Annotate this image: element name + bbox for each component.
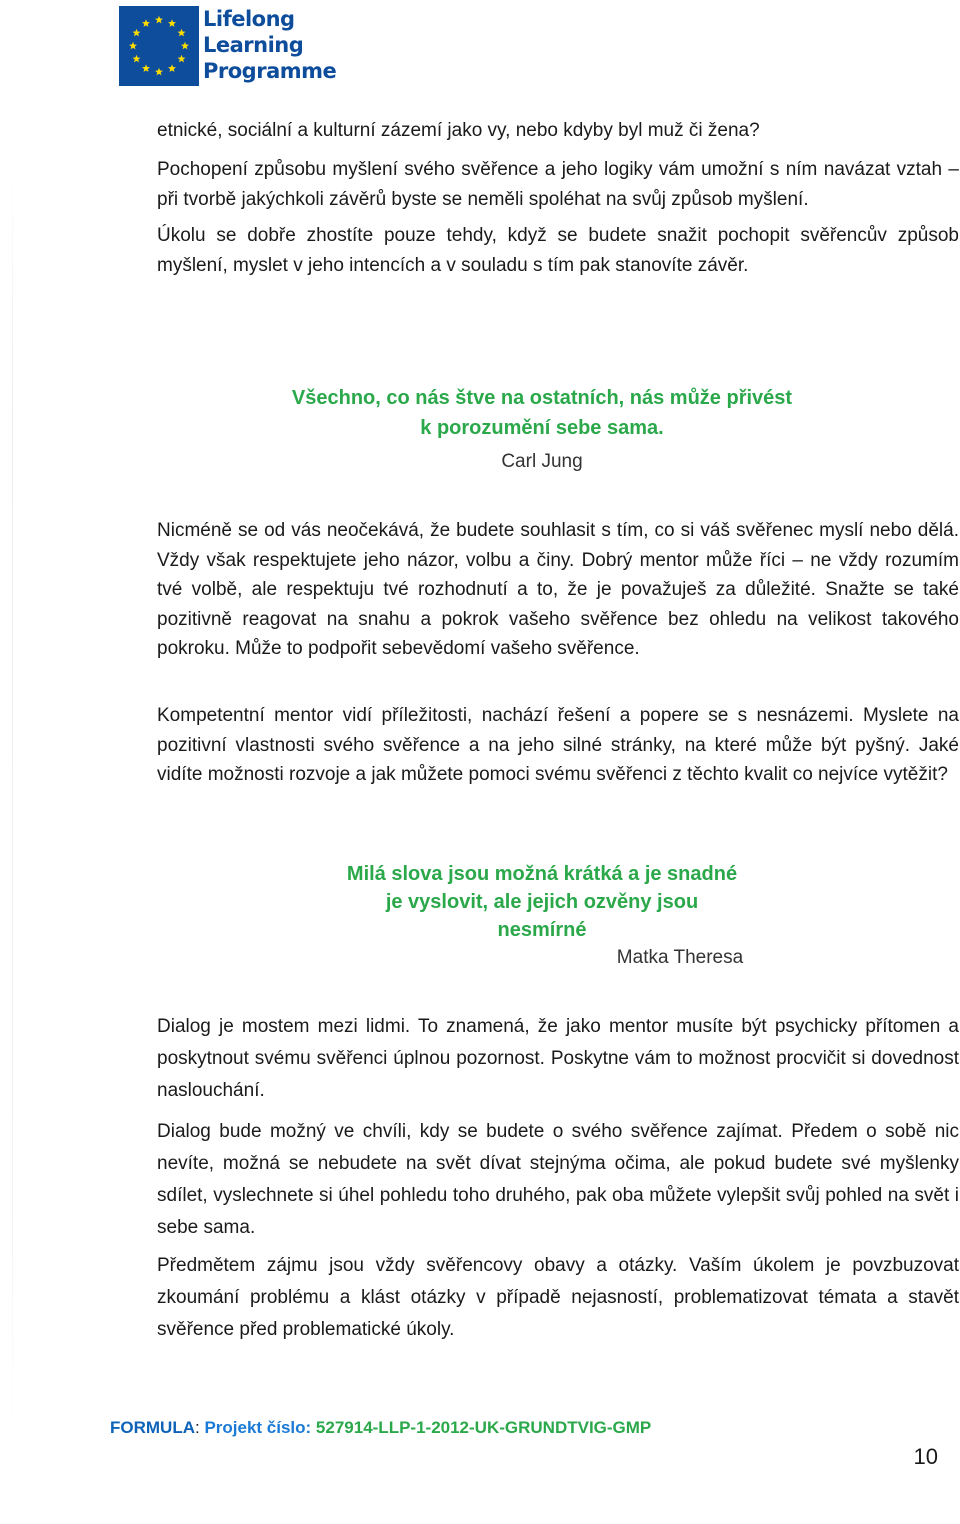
lifelong-learning-logo bbox=[119, 6, 387, 86]
logo-line-2: Learning bbox=[203, 33, 304, 57]
paragraph-6: Dialog je mostem mezi lidmi. To znamená, že jako mentor musíte být psychicky přítomen a poskytnout svému svěřenci úplnou pozornost. Poskytne vám to možnost procvičit si dovednost naslouchání. bbox=[157, 1016, 959, 1101]
paragraph-4: Nicméně se od vás neočekává, že budete souhlasit s tím, co si váš svěřenec myslí nebo dělá. Vždy však respektujete jeho názor, volbu a činy. Dobrý mentor může říci – ne vždy rozumím tvé volbě, ale respektuju tvé rozhodnutí a to, že je považuješ za důležité. Snažte se také pozitivně reagovat na snahu a pokrok vašeho svěřence bez ohledu na velikost takového pokroku. Může to podpořit sebevědomí vašeho svěřence. bbox=[157, 520, 959, 659]
quote-jung-author: Carl Jung bbox=[501, 451, 583, 472]
quote-theresa-line-3: nesmírné bbox=[497, 919, 587, 941]
footer-project-info bbox=[110, 1416, 651, 1440]
footer-project-code: 527914-LLP-1-2012-UK-GRUNDTVIG-GMP bbox=[315, 1418, 652, 1437]
quote-theresa-line-2: je vyslovit, ale jejich ozvěny jsou bbox=[385, 891, 699, 913]
paragraph-3: Úkolu se dobře zhostíte pouze tehdy, když se budete snažit pochopit svěřencův způsob myšlení, myslet v jeho intencích a v souladu s tím pak stanovíte závěr. bbox=[157, 225, 959, 276]
logo-line-1: Lifelong bbox=[203, 7, 295, 31]
quote-jung-line-2: k porozumění sebe sama. bbox=[420, 417, 664, 439]
eu-flag-icon bbox=[119, 6, 199, 86]
quote-theresa-line-1: Milá slova jsou možná krátká a je snadné bbox=[346, 863, 738, 885]
quote-jung-line-1: Všechno, co nás štve na ostatních, nás může přivést bbox=[291, 387, 793, 409]
paragraph-5: Kompetentní mentor vidí příležitosti, nachází řešení a popere se s nesnázemi. Myslete na pozitivní vlastnosti svého svěřence a na jeho silné stránky, na které může být pyšný. Jaké vidíte možnosti rozvoje a jak můžete pomoci svému svěřenci z těchto kvalit co nejvíce vytěžit? bbox=[157, 705, 959, 785]
logo-line-3: Programme bbox=[203, 59, 337, 83]
footer-colon: : bbox=[194, 1418, 200, 1437]
paragraph-2: Pochopení způsobu myšlení svého svěřence a jeho logiky vám umožní s ním navázat vztah – při tvorbě jakýchkoli závěrů byste se neměli spoléhat na svůj způsob myšlení. bbox=[157, 159, 959, 210]
page-number: 10 bbox=[913, 1444, 938, 1469]
logo-text bbox=[203, 6, 387, 84]
footer-brand: FORMULA bbox=[110, 1418, 195, 1437]
footer-label: Projekt číslo: bbox=[199, 1418, 316, 1437]
paragraph-8: Předmětem zájmu jsou vždy svěřencovy obavy a otázky. Vaším úkolem je povzbuzovat zkoumání problému a klást otázky v případě nejasností, problematizovat témata a stavět svěřence před problematické úkoly. bbox=[157, 1255, 959, 1340]
paragraph-7: Dialog bude možný ve chvíli, kdy se budete o svého svěřence zajímat. Předem o sobě nic nevíte, možná se nebudete na svět dívat stejnýma očima, ale pokud budete své myšlenky sdílet, vyslechnete si úhel pohledu toho druhého, pak oba můžete vylepšit svůj pohled na svět i sebe sama. bbox=[157, 1121, 959, 1238]
quote-theresa-author: Matka Theresa bbox=[616, 947, 744, 968]
margin-line bbox=[12, 160, 13, 1450]
paragraph-1: etnické, sociální a kulturní zázemí jako vy, nebo kdyby byl muž či žena? bbox=[157, 120, 760, 141]
